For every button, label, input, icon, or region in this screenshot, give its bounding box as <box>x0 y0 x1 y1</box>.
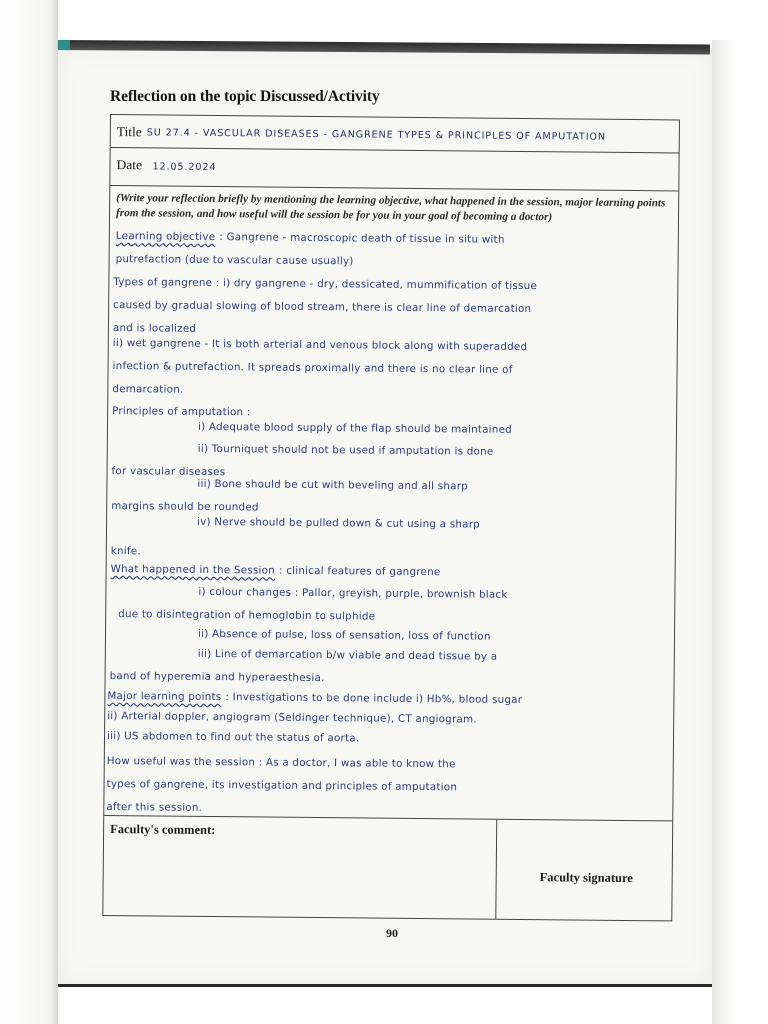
scan-left-margin <box>0 0 58 1024</box>
reflection-line: How useful was the session : As a doctor, I was able to know the <box>106 754 456 771</box>
reflection-line: types of gangrene, its investigation and principles of amputation <box>106 777 458 794</box>
faculty-row-divider <box>495 820 497 919</box>
section-heading: Learning objective <box>115 230 216 244</box>
reflection-line: demarcation. <box>112 383 184 396</box>
reflection-line: after this session. <box>106 800 203 814</box>
reflection-line: Learning objective : Gangrene - macroscopic death of tissue in situ with <box>115 230 505 246</box>
reflection-line: ii) Absence of pulse, loss of sensation, loss of function <box>197 627 491 643</box>
date-value: 12.05.2024 <box>152 161 217 174</box>
section-heading: Major learning points <box>107 690 222 704</box>
reflection-line: knife. <box>110 545 141 558</box>
reflection-form <box>102 114 680 921</box>
page-number: 90 <box>386 926 398 940</box>
reflection-line: What happened in the Session : clinical features of gangrene <box>110 563 441 579</box>
reflection-line: putrefaction (due to vascular cause usually) <box>115 253 354 268</box>
reflection-line: Principles of amputation : <box>112 405 251 419</box>
title-label: Title <box>116 124 142 140</box>
reflection-line: i) colour changes : Pallor, greyish, purple, brownish black <box>198 585 508 601</box>
reflection-line: Major learning points : Investigations to be done include i) Hb%, blood sugar <box>107 690 523 706</box>
reflection-line: ii) Arterial doppler, angiogram (Seldinger technique), CT angiogram. <box>107 710 477 726</box>
date-label: Date <box>116 157 143 173</box>
reflection-line: ii) wet gangrene - It is both arterial and venous block along with superadded <box>112 337 528 354</box>
faculty-comment-label: Faculty's comment: <box>110 822 216 838</box>
instructions-text: (Write your reflection briefly by mentioning the learning objective, what happened in the session, major learning points from the session, and how useful will the session be for you in your goal of becoming a doctor) <box>115 192 666 224</box>
reflection-line: iii) US abdomen to find out the status of aorta. <box>106 730 360 745</box>
reflection-line: caused by gradual slowing of blood stream, there is clear line of demarcation <box>113 299 532 316</box>
date-row-divider <box>110 185 678 191</box>
scan-right-margin <box>712 40 768 1024</box>
title-row-divider <box>111 147 679 153</box>
reflection-line: ii) Tourniquet should not be used if amputation is done <box>197 442 494 458</box>
reflection-line: Types of gangrene : i) dry gangrene - dry, dessicated, mummification of tissue <box>113 276 538 293</box>
reflection-line: due to disintegration of hemoglobin to sulphide <box>118 608 376 623</box>
title-value: SU 27.4 - VASCULAR DISEASES - GANGRENE TYPES & PRINCIPLES OF AMPUTATION <box>146 127 607 143</box>
reflection-line: margins should be rounded <box>111 500 259 514</box>
reflection-line: iv) Nerve should be pulled down & cut using a sharp <box>197 515 481 531</box>
faculty-row <box>103 815 672 920</box>
reflection-line: infection & putrefaction. It spreads proximally and there is no clear line of <box>112 360 513 376</box>
reflection-line: iii) Line of demarcation b/w viable and dead tissue by a <box>197 647 498 663</box>
reflection-line: band of hyperemia and hyperaesthesia. <box>109 670 325 685</box>
faculty-signature-label: Faculty signature <box>539 870 633 886</box>
reflection-line: i) Adequate blood supply of the flap should be maintained <box>197 420 513 436</box>
reflection-line: and is localized <box>112 322 197 335</box>
binding-tab <box>58 40 70 50</box>
page-heading: Reflection on the topic Discussed/Activity <box>110 88 380 105</box>
reflection-line: for vascular diseases <box>111 465 226 479</box>
reflection-line: iii) Bone should be cut with beveling and all sharp <box>197 477 469 493</box>
section-heading: What happened in the Session <box>110 563 276 577</box>
notebook-page <box>58 48 712 987</box>
